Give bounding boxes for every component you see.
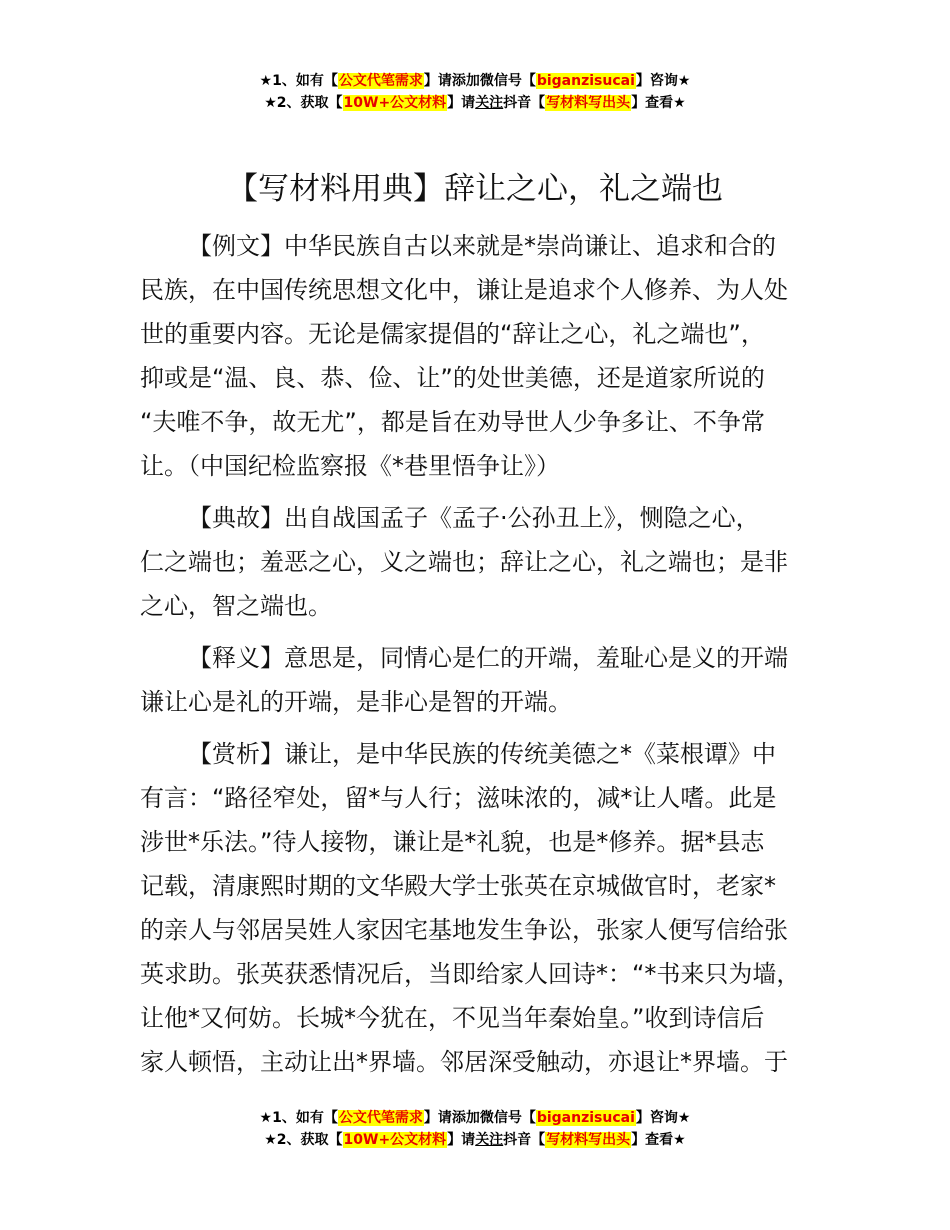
banner-line-1 [0,70,950,92]
text-line: 有言：“路径窄处，留*与人行；滋味浓的，减*让人嗜。此是 [140,784,777,812]
banner-highlight-account: 写材料写出头 [546,1132,631,1148]
banner-text: 抖音【 [503,95,546,111]
banner-highlight-service: 公文代笔需求 [338,73,423,89]
banner-text: 】咨询★ [635,73,691,89]
banner-line-2 [0,92,950,114]
paragraph-appreciation [140,732,840,1084]
text-line: 家人顿悟，主动让出*界墙。邻居深受触动，亦退让*界墙。于 [140,1048,788,1076]
text-line: 【例文】中华民族自古以来就是*崇尚谦让、追求和合的 [188,232,776,260]
banner-underlined-follow: 关注 [475,95,504,111]
banner-highlight-wechat-id: biganzisucai [536,73,635,89]
banner-text: ★2、获取【 [264,1132,343,1148]
footer-banner [0,1107,950,1151]
banner-highlight-service: 公文代笔需求 [338,1110,423,1126]
banner-text: 】请添加微信号【 [423,1110,536,1126]
banner-text: 抖音【 [503,1132,546,1148]
banner-line-1 [0,1107,950,1129]
banner-text: 】查看★ [631,1132,686,1148]
text-line: 涉世*乐法。”待人接物，谦让是*礼貌，也是*修养。据*县志 [140,828,765,856]
text-line: 的亲人与邻居吴姓人家因宅基地发生争讼，张家人便写信给张 [140,916,788,944]
text-line: 让他*又何妨。长城*今犹在，不见当年秦始皇。”收到诗信后 [140,1004,765,1032]
banner-highlight-account: 写材料写出头 [546,95,631,111]
banner-text: ★1、如有【 [259,73,338,89]
header-banner [0,70,950,114]
text-line: 【释义】意思是，同情心是仁的开端，羞耻心是义的开端 [188,644,788,672]
banner-text: 】查看★ [631,95,686,111]
banner-text: ★2、获取【 [264,95,343,111]
text-line: “夫唯不争，故无尤”，都是旨在劝导世人少争多让、不争常 [140,408,765,436]
banner-text: 】咨询★ [635,1110,691,1126]
text-line: 抑或是“温、良、恭、俭、让”的处世美德，还是道家所说的 [140,364,765,392]
banner-line-2 [0,1129,950,1151]
banner-highlight-materials: 10W+公文材料 [343,1132,447,1148]
text-line: 【赏析】谦让，是中华民族的传统美德之*《菜根谭》中 [188,740,776,768]
text-line: 之心，智之端也。 [140,592,332,620]
text-line: 世的重要内容。无论是儒家提倡的“辞让之心，礼之端也”， [140,320,765,348]
document-body [140,224,840,1092]
text-line: 民族，在中国传统思想文化中，谦让是追求个人修养、为人处 [140,276,788,304]
banner-highlight-materials: 10W+公文材料 [343,95,447,111]
banner-text: 】请 [447,1132,476,1148]
text-line: 【典故】出自战国孟子《孟子·公孙丑上》，恻隐之心， [188,504,760,532]
paragraph-example [140,224,840,488]
banner-text: 】请添加微信号【 [423,73,536,89]
text-line: 让。（中国纪检监察报《*巷里悟争让》） [140,452,560,480]
text-line: 记载，清康熙时期的文华殿大学士张英在京城做官时，老家* [140,872,776,900]
text-line: 英求助。张英获悉情况后，当即给家人回诗*：“*书来只为墙， [140,960,801,988]
text-line: 谦让心是礼的开端，是非心是智的开端。 [140,688,572,716]
banner-underlined-follow: 关注 [475,1132,504,1148]
paragraph-meaning [140,636,840,724]
page-title: 【写材料用典】辞让之心，礼之端也 [227,171,723,207]
banner-highlight-wechat-id: biganzisucai [536,1110,635,1126]
paragraph-allusion [140,496,840,628]
text-line: 仁之端也；羞恶之心，义之端也；辞让之心，礼之端也；是非 [140,548,788,576]
banner-text: ★1、如有【 [259,1110,338,1126]
banner-text: 】请 [447,95,476,111]
